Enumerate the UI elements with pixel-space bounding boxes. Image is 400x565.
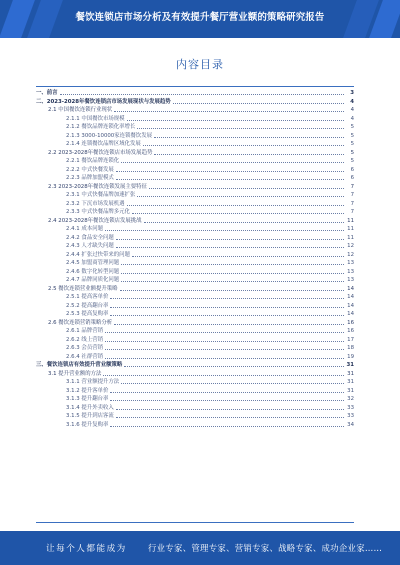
toc-page-number: 11 [347, 217, 354, 224]
toc-leader-dots [121, 281, 344, 282]
toc-leader-dots [116, 171, 344, 172]
toc-entry[interactable] [36, 327, 354, 336]
toc-entry[interactable] [36, 344, 354, 353]
toc-entry-title: 3.1.1 营业额提升方法 [66, 379, 120, 385]
toc-entry-title: 2.1.4 连锁餐饮品牌区域化发展 [66, 141, 141, 147]
toc-entry-title: 2.1.1 中国餐饮市场规模 [66, 115, 125, 122]
toc-page-number: 16 [347, 328, 354, 334]
toc-page-number: 7 [350, 209, 354, 215]
toc-entry[interactable] [36, 166, 354, 175]
toc-leader-dots [116, 179, 344, 180]
toc-leader-dots [127, 120, 344, 121]
toc-entry-title: 2.3.3 中式快餐品牌多元化 [66, 209, 130, 215]
toc-entry-title: 2.1.2 餐饮品牌连锁化率增长 [66, 124, 136, 130]
page-footer [0, 531, 400, 565]
toc-bottom-rule [36, 522, 354, 523]
toc-page-number: 31 [347, 379, 354, 385]
toc-entry[interactable] [36, 276, 354, 285]
toc-leader-dots [154, 137, 344, 138]
toc-entry-title: 2.3 2023-2028年餐饮连锁发展主要特征 [48, 183, 147, 190]
toc-entry[interactable] [36, 421, 354, 430]
toc-leader-dots [116, 247, 344, 248]
footer-tagline: 行业专家、管理专家、营销专家、战略专家、成功企业家…… [148, 543, 383, 553]
toc-entry[interactable] [36, 361, 354, 370]
toc-page-number: 5 [350, 149, 354, 156]
toc-entry[interactable] [36, 293, 354, 302]
toc-leader-dots [124, 366, 344, 367]
toc-entry-title: 2.5.1 提高客单价 [66, 294, 109, 300]
toc-leader-dots [121, 162, 344, 163]
toc-entry-title: 2.4.2 食品安全问题 [66, 234, 114, 241]
toc-entry[interactable] [36, 319, 354, 328]
toc-leader-dots [105, 349, 344, 350]
page-header [0, 0, 400, 38]
toc-entry[interactable] [36, 412, 354, 421]
toc-page-number: 3 [350, 90, 354, 96]
table-of-contents [36, 89, 354, 429]
toc-page-number: 14 [347, 302, 354, 309]
toc-page-number: 5 [350, 158, 354, 164]
toc-page-number: 14 [347, 311, 354, 317]
toc-leader-dots [110, 400, 344, 401]
toc-entry[interactable] [36, 208, 354, 217]
toc-page-number: 7 [350, 200, 354, 207]
toc-leader-dots [105, 230, 344, 231]
toc-page-number: 11 [347, 234, 354, 241]
toc-entry[interactable] [36, 98, 354, 107]
toc-entry-title: 3.1.6 提升复购率 [66, 421, 109, 428]
toc-leader-dots [110, 426, 344, 427]
toc-entry-title: 2.5 餐饮连锁营业额提升策略 [48, 285, 118, 292]
toc-entry[interactable] [36, 268, 354, 277]
toc-leader-dots [154, 154, 344, 155]
toc-entry-title: 2.4.4 扩张过快带来的问题 [66, 251, 130, 258]
toc-page-number: 12 [347, 243, 354, 249]
toc-leader-dots [103, 375, 344, 376]
toc-page-number: 16 [347, 319, 354, 326]
toc-entry[interactable] [36, 200, 354, 209]
toc-leader-dots [60, 94, 344, 95]
toc-leader-dots [116, 239, 344, 240]
toc-entry-title: 2.2.1 餐饮品牌连锁化 [66, 158, 120, 164]
toc-entry-title: 2.6.2 线上营销 [66, 336, 103, 343]
toc-leader-dots [132, 213, 344, 214]
toc-entry-title: 2.5.3 提高复购率 [66, 311, 109, 317]
toc-entry-title: 3.1 提升营业额的方法 [48, 370, 102, 377]
toc-page-number: 5 [350, 141, 354, 147]
toc-entry-title: 2.6.3 会员营销 [66, 345, 103, 351]
toc-page-number: 14 [347, 294, 354, 300]
toc-page-number: 14 [347, 285, 354, 292]
toc-page-number: 17 [347, 336, 354, 343]
toc-entry-title: 二、2023-2028年餐饮连锁店市场发展现状与发展趋势 [36, 98, 171, 105]
toc-heading: 内容目录 [176, 58, 224, 71]
toc-leader-dots [144, 222, 344, 223]
toc-page-number: 5 [350, 132, 354, 139]
toc-entry-title: 3.1.3 提升翻台率 [66, 396, 109, 402]
toc-entry[interactable] [36, 106, 354, 115]
toc-page-number: 4 [350, 115, 354, 122]
toc-leader-dots [143, 145, 344, 146]
toc-page-number: 6 [350, 175, 354, 181]
toc-entry-title: 2.6.1 品牌营销 [66, 328, 103, 334]
toc-entry-title: 2.4.5 加盟商管理问题 [66, 260, 120, 266]
toc-page-number: 13 [347, 277, 354, 283]
toc-entry-title: 2.4.6 数字化转型问题 [66, 268, 120, 275]
toc-leader-dots [173, 103, 344, 104]
toc-page-number: 5 [350, 124, 354, 130]
toc-top-rule [36, 86, 354, 87]
toc-entry[interactable] [36, 395, 354, 404]
toc-page-number: 32 [347, 396, 354, 402]
toc-leader-dots [137, 128, 344, 129]
toc-page-number: 18 [347, 345, 354, 351]
toc-entry-title: 3.1.2 提升客单价 [66, 387, 109, 394]
toc-entry[interactable] [36, 140, 354, 149]
toc-entry-title: 2.4.7 品牌同质化问题 [66, 277, 120, 283]
toc-entry-title: 2.1 中国餐饮连锁行业现状 [48, 107, 113, 113]
toc-leader-dots [116, 417, 344, 418]
footer-slogan: 让每个人都能成为 [46, 544, 127, 554]
toc-entry[interactable] [36, 370, 354, 379]
toc-leader-dots [114, 324, 344, 325]
toc-entry-title: 2.6.4 社群营销 [66, 353, 103, 360]
toc-page-number: 12 [347, 251, 354, 258]
toc-page-number: 33 [347, 404, 354, 411]
toc-entry[interactable] [36, 115, 354, 124]
toc-entry-title: 三、餐饮连锁店有效提升营业额策略 [36, 362, 123, 368]
toc-entry-title: 2.4.1 成本问题 [66, 226, 103, 232]
toc-entry[interactable] [36, 123, 354, 132]
toc-leader-dots [121, 273, 344, 274]
toc-page-number: 11 [347, 226, 354, 232]
toc-leader-dots [105, 332, 344, 333]
toc-leader-dots [137, 196, 344, 197]
toc-leader-dots [132, 256, 344, 257]
toc-leader-dots [110, 298, 344, 299]
toc-entry[interactable] [36, 132, 354, 141]
toc-page-number: 13 [347, 260, 354, 266]
toc-entry[interactable] [36, 183, 354, 192]
toc-entry[interactable] [36, 234, 354, 243]
toc-page-number: 31 [347, 387, 354, 394]
toc-leader-dots [127, 205, 344, 206]
toc-page-number: 6 [350, 166, 354, 173]
toc-page-number: 4 [350, 98, 354, 105]
toc-entry[interactable] [36, 404, 354, 413]
toc-entry[interactable] [36, 174, 354, 183]
toc-page-number: 13 [347, 268, 354, 275]
toc-entry[interactable] [36, 378, 354, 387]
toc-page-number: 19 [347, 353, 354, 360]
toc-leader-dots [120, 290, 344, 291]
toc-entry[interactable] [36, 353, 354, 362]
toc-entry-title: 3.1.4 提升外卖收入 [66, 404, 114, 411]
toc-entry-title: 2.2.3 品牌加盟模式 [66, 175, 114, 181]
toc-leader-dots [121, 383, 344, 384]
toc-entry-title: 2.2.2 中式快餐发展 [66, 166, 114, 173]
toc-entry[interactable] [36, 285, 354, 294]
toc-entry[interactable] [36, 225, 354, 234]
toc-entry[interactable] [36, 310, 354, 319]
toc-leader-dots [116, 409, 344, 410]
toc-leader-dots [114, 111, 344, 112]
toc-page-number: 31 [346, 362, 354, 368]
toc-entry[interactable] [36, 191, 354, 200]
toc-entry-title: 2.2 2023-2028年餐饮连锁店市场发展趋势 [48, 149, 153, 156]
toc-entry-title: 3.1.5 提升到店客流 [66, 413, 114, 419]
toc-entry-title: 2.1.3 3000-10000家连锁餐饮发展 [66, 132, 152, 139]
toc-leader-dots [110, 307, 344, 308]
toc-entry[interactable] [36, 217, 354, 226]
toc-entry[interactable] [36, 157, 354, 166]
report-title: 餐饮连锁店市场分析及有效提升餐厅营业额的策略研究报告 [75, 12, 325, 23]
toc-page-number: 31 [347, 370, 354, 377]
toc-page-number: 34 [347, 421, 354, 428]
toc-entry[interactable] [36, 242, 354, 251]
toc-leader-dots [121, 264, 344, 265]
toc-leader-dots [110, 392, 344, 393]
toc-entry[interactable] [36, 387, 354, 396]
toc-entry-title: 2.3.2 下沉市场发展机遇 [66, 200, 125, 207]
toc-entry-title: 2.4.3 人才缺失问题 [66, 243, 114, 249]
toc-page-number: 4 [350, 107, 354, 113]
toc-page-number: 33 [347, 413, 354, 419]
toc-entry[interactable] [36, 149, 354, 158]
toc-entry[interactable] [36, 302, 354, 311]
toc-leader-dots [105, 358, 344, 359]
toc-page-number: 7 [350, 192, 354, 198]
toc-entry-title: 2.5.2 提高翻台率 [66, 302, 109, 309]
toc-leader-dots [149, 188, 344, 189]
toc-page-number: 7 [350, 183, 354, 190]
toc-entry-title: 2.4 2023-2028年餐饮连锁店发展挑战 [48, 217, 142, 224]
toc-leader-dots [110, 315, 344, 316]
toc-leader-dots [105, 341, 344, 342]
toc-entry[interactable] [36, 89, 354, 98]
toc-entry-title: 一、前言 [36, 90, 58, 96]
toc-entry-title: 2.3.1 中式快餐品牌加速扩张 [66, 192, 136, 198]
toc-entry[interactable] [36, 336, 354, 345]
toc-entry-title: 2.6 餐饮连锁营销策略分析 [48, 319, 113, 326]
toc-entry[interactable] [36, 259, 354, 268]
toc-entry[interactable] [36, 251, 354, 260]
